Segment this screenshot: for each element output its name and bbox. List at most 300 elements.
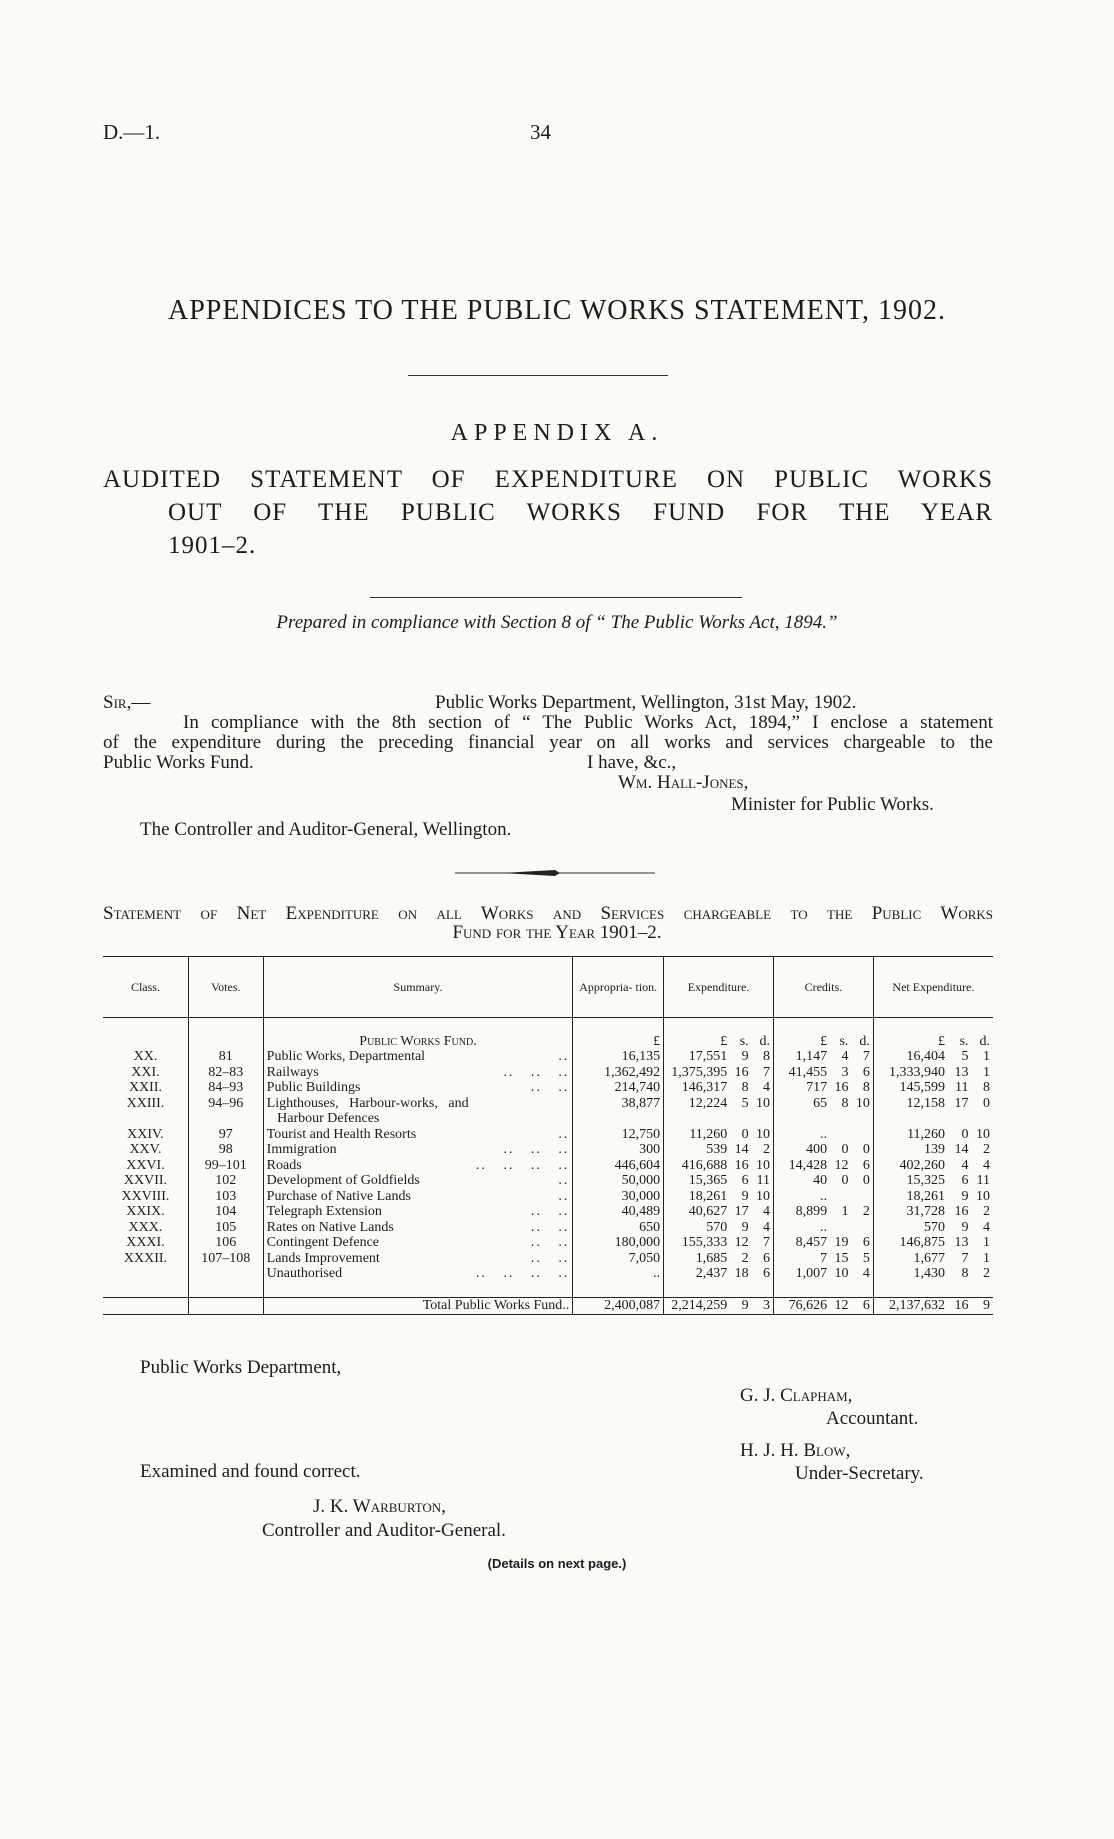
cell-summary bbox=[263, 1251, 573, 1267]
total-appr: 2,400,087 bbox=[573, 1298, 664, 1315]
leader-dots: .. .. .. .. bbox=[475, 1157, 570, 1173]
cell-net-l bbox=[873, 1111, 948, 1127]
unit-pence: d. bbox=[979, 1033, 990, 1049]
cell-votes: 94–96 bbox=[188, 1096, 263, 1112]
under-secretary-name: H. J. H. Blow, bbox=[740, 1440, 851, 1461]
cell-summary bbox=[263, 1189, 573, 1205]
cell-cr-d bbox=[851, 1111, 873, 1127]
cell-exp-d: 4 bbox=[763, 1219, 771, 1235]
cell-exp-s: 9 bbox=[741, 1219, 749, 1235]
cell-net-d: 1 bbox=[983, 1235, 990, 1251]
cell-net-l: 16,404 bbox=[873, 1049, 948, 1065]
header-expenditure: Expenditure. bbox=[664, 957, 774, 1018]
cell-exp-d: 11 bbox=[756, 1173, 771, 1189]
under-secretary-title: Under-Secretary. bbox=[795, 1463, 924, 1484]
cell-cls: XXXI. bbox=[126, 1235, 165, 1251]
table-row bbox=[103, 1111, 993, 1127]
cell-net-d: 8 bbox=[983, 1080, 990, 1096]
ornament-icon bbox=[455, 867, 655, 879]
cell-net-s: 4 bbox=[961, 1157, 969, 1173]
table-row bbox=[103, 1189, 993, 1205]
cell-exp-s: 8 bbox=[741, 1080, 749, 1096]
cell-net-d: 2 bbox=[983, 1204, 990, 1220]
cell-votes: 98 bbox=[188, 1142, 263, 1158]
header-votes: Votes. bbox=[188, 957, 263, 1018]
summary-text: Unauthorised bbox=[266, 1266, 343, 1282]
cell-cls: XXII. bbox=[128, 1080, 162, 1096]
total-cr-l: 76,626 bbox=[774, 1298, 831, 1315]
table-row bbox=[103, 1220, 993, 1236]
unit-shilling: s. bbox=[959, 1033, 969, 1049]
cell-exp-l: 155,333 bbox=[664, 1235, 731, 1251]
cell-cr-s: 19 bbox=[834, 1235, 849, 1251]
cell-cr-d: 6 bbox=[862, 1064, 870, 1080]
cell-cr-l: 1,147 bbox=[774, 1049, 831, 1065]
cell-cls bbox=[103, 1111, 188, 1127]
cell-net-l: 18,261 bbox=[873, 1189, 948, 1205]
cell-net-d: 4 bbox=[983, 1219, 990, 1235]
section-title: Public Works Fund. bbox=[263, 1034, 573, 1050]
cell-cr-d: 0 bbox=[862, 1142, 870, 1158]
table-caption-line-2: Fund for the Year 1901–2. bbox=[452, 922, 662, 943]
cell-appr: 16,135 bbox=[573, 1049, 664, 1065]
cell-exp-d: 7 bbox=[763, 1235, 771, 1251]
total-exp-s: 9 bbox=[730, 1298, 751, 1315]
table-row bbox=[103, 1204, 993, 1220]
table-row bbox=[103, 1080, 993, 1096]
cell-net-s: 14 bbox=[954, 1142, 969, 1158]
statement-title-line-2: OUT OF THE PUBLIC WORKS FUND FOR THE YEAR bbox=[168, 499, 993, 526]
cell-cr-l: 8,899 bbox=[774, 1204, 831, 1220]
cell-exp-s: 9 bbox=[741, 1049, 749, 1065]
cell-votes: 99–101 bbox=[188, 1158, 263, 1174]
letter-body-3: Public Works Fund. bbox=[103, 752, 254, 773]
cell-net-l: 139 bbox=[873, 1142, 948, 1158]
cell-net-s: 9 bbox=[961, 1188, 969, 1204]
document-reference: D.—1. bbox=[103, 120, 161, 144]
cell-votes: 97 bbox=[188, 1127, 263, 1143]
units-row bbox=[103, 1034, 993, 1050]
cell-net-s: 11 bbox=[955, 1080, 969, 1096]
cell-cr-l: 41,455 bbox=[774, 1065, 831, 1081]
cell-net-l: 15,325 bbox=[873, 1173, 948, 1189]
signature-department: Public Works Department, bbox=[140, 1357, 342, 1378]
cell-cr-s: 8 bbox=[841, 1095, 849, 1111]
cell-cls: XXVII. bbox=[123, 1173, 168, 1189]
cell-exp-l: 416,688 bbox=[664, 1158, 731, 1174]
cell-cls: XXIII. bbox=[126, 1095, 165, 1111]
cell-net-l: 146,875 bbox=[873, 1235, 948, 1251]
cell-appr: 300 bbox=[573, 1142, 664, 1158]
letter-place-date: Public Works Department, Wellington, 31st May, 1902. bbox=[435, 692, 857, 713]
cell-cr-l: .. bbox=[774, 1220, 831, 1236]
cell-cr-d bbox=[851, 1220, 873, 1236]
unit-shilling: s. bbox=[839, 1033, 849, 1049]
cell-votes: 81 bbox=[188, 1049, 263, 1065]
cell-exp-l: 11,260 bbox=[664, 1127, 731, 1143]
cell-appr: 650 bbox=[573, 1220, 664, 1236]
examined-note: Examined and found correct. bbox=[140, 1461, 361, 1482]
header-appropriation: Appropria- tion. bbox=[573, 957, 664, 1018]
cell-cr-l: 65 bbox=[774, 1096, 831, 1112]
cell-cr-l: 717 bbox=[774, 1080, 831, 1096]
cell-cr-l bbox=[774, 1111, 831, 1127]
cell-cls: XXVI. bbox=[126, 1157, 165, 1173]
cell-cr-l: .. bbox=[774, 1189, 831, 1205]
cell-empty bbox=[103, 1298, 188, 1315]
cell-cr-d bbox=[851, 1189, 873, 1205]
table-caption-line-1: Statement of Net Expenditure on all Works and Services chargeable to the Public Works bbox=[103, 903, 993, 924]
cell-net-l: 402,260 bbox=[873, 1158, 948, 1174]
cell-exp-l: 539 bbox=[664, 1142, 731, 1158]
table-row bbox=[103, 1065, 993, 1081]
cell-votes: 104 bbox=[188, 1204, 263, 1220]
cell-summary bbox=[263, 1142, 573, 1158]
cell-appr: 1,362,492 bbox=[573, 1065, 664, 1081]
cell-cr-d: 10 bbox=[855, 1095, 870, 1111]
cell-appr: 50,000 bbox=[573, 1173, 664, 1189]
divider bbox=[370, 597, 742, 598]
accountant-name: G. J. Clapham, bbox=[740, 1385, 853, 1406]
cell-cls: XXI. bbox=[131, 1064, 160, 1080]
cell-exp-d: 4 bbox=[763, 1204, 771, 1220]
cell-appr: 180,000 bbox=[573, 1235, 664, 1251]
cell-votes bbox=[188, 1111, 263, 1127]
statement-title-line-1: AUDITED STATEMENT OF EXPENDITURE ON PUBLIC WORKS bbox=[103, 466, 993, 493]
cell-summary bbox=[263, 1127, 573, 1143]
cell-cr-s: 0 bbox=[841, 1173, 849, 1189]
summary-text: Rates on Native Lands bbox=[266, 1219, 394, 1235]
cell-exp-d: 6 bbox=[763, 1266, 771, 1282]
leader-dots: .. .. bbox=[530, 1250, 570, 1266]
cell-net-d: 4 bbox=[983, 1157, 990, 1173]
cell-summary bbox=[263, 1158, 573, 1174]
cell-summary bbox=[263, 1266, 573, 1282]
cell-appr: 446,604 bbox=[573, 1158, 664, 1174]
cell-cr-d: 6 bbox=[862, 1157, 870, 1173]
letter-signer: Wm. Hall-Jones, bbox=[618, 772, 749, 793]
cell-summary bbox=[263, 1065, 573, 1081]
unit-pound: £ bbox=[573, 1034, 664, 1050]
summary-text: Contingent Defence bbox=[266, 1235, 380, 1251]
cell-cr-l: 40 bbox=[774, 1173, 831, 1189]
table-row bbox=[103, 1266, 993, 1282]
letter-closing: I have, &c., bbox=[587, 752, 677, 773]
summary-text: Development of Goldfields bbox=[266, 1173, 420, 1189]
prepared-note: Prepared in compliance with Section 8 of “ The Public Works Act, 1894.” bbox=[276, 612, 838, 633]
summary-text: Purchase of Native Lands bbox=[266, 1188, 411, 1204]
cell-cls: XXIV. bbox=[127, 1126, 164, 1142]
divider bbox=[408, 375, 668, 376]
cell-net-s: 13 bbox=[954, 1235, 969, 1251]
total-net-l: 2,137,632 bbox=[873, 1298, 948, 1315]
cell-cls: XXIX. bbox=[126, 1204, 165, 1220]
total-cr-s: 12 bbox=[830, 1298, 851, 1315]
cell-net-l: 12,158 bbox=[873, 1096, 948, 1112]
cell-exp-l: 1,375,395 bbox=[664, 1065, 731, 1081]
header-credits: Credits. bbox=[774, 957, 874, 1018]
unit-pence: d. bbox=[859, 1033, 870, 1049]
letter-body-2: of the expenditure during the preceding financial year on all works and services chargeable to the bbox=[103, 732, 993, 753]
leader-dots: .. .. bbox=[530, 1235, 570, 1251]
cell-exp-s: 0 bbox=[741, 1126, 749, 1142]
cell-cr-d: 0 bbox=[862, 1173, 870, 1189]
cell-exp-d: 10 bbox=[756, 1126, 771, 1142]
letter-salutation: Sir,— bbox=[103, 692, 151, 713]
cell-votes: 105 bbox=[188, 1220, 263, 1236]
letter-body-1: In compliance with the 8th section of “ The Public Works Act, 1894,” I enclose a statement bbox=[183, 712, 993, 733]
leader-dots: .. bbox=[562, 1298, 570, 1314]
cell-exp-s: 17 bbox=[734, 1204, 749, 1220]
cell-cr-s bbox=[830, 1127, 851, 1143]
leader-dots: .. bbox=[558, 1173, 570, 1189]
summary-text: Harbour Defences bbox=[266, 1111, 380, 1127]
cell-cr-s bbox=[830, 1189, 851, 1205]
cell-exp-s: 5 bbox=[741, 1095, 749, 1111]
cell-net-s: 13 bbox=[954, 1064, 969, 1080]
leader-dots: .. .. .. .. bbox=[475, 1266, 570, 1282]
cell-cr-d: 4 bbox=[862, 1266, 870, 1282]
cell-net-l: 1,430 bbox=[873, 1266, 948, 1282]
table-row bbox=[103, 1142, 993, 1158]
cell-votes: 107–108 bbox=[188, 1251, 263, 1267]
summary-text: Lands Improvement bbox=[266, 1250, 380, 1266]
cell-votes bbox=[188, 1266, 263, 1282]
cell-net-s: 0 bbox=[961, 1126, 969, 1142]
details-footnote: (Details on next page.) bbox=[487, 1556, 627, 1571]
cell-cr-d bbox=[851, 1127, 873, 1143]
leader-dots: .. bbox=[558, 1049, 570, 1065]
cell-net-s: 5 bbox=[961, 1049, 969, 1065]
cell-summary bbox=[263, 1173, 573, 1189]
cell-exp-d bbox=[752, 1111, 774, 1127]
cell-cr-d: 8 bbox=[862, 1080, 870, 1096]
cell-exp-d: 4 bbox=[763, 1080, 771, 1096]
cell-cr-s: 16 bbox=[834, 1080, 849, 1096]
cell-exp-s: 12 bbox=[734, 1235, 749, 1251]
table-row bbox=[103, 1049, 993, 1065]
cell-exp-l: 2,437 bbox=[664, 1266, 731, 1282]
cell-net-d: 1 bbox=[983, 1049, 990, 1065]
cell-cls: XXX. bbox=[128, 1219, 163, 1235]
cell-net-d: 10 bbox=[976, 1126, 990, 1142]
cell-net-s: 7 bbox=[961, 1250, 969, 1266]
cell-summary bbox=[263, 1111, 573, 1127]
cell-exp-s: 9 bbox=[741, 1188, 749, 1204]
cell-exp-d: 10 bbox=[756, 1157, 771, 1173]
cell-net-d: 2 bbox=[983, 1266, 990, 1282]
cell-cr-d: 2 bbox=[862, 1204, 870, 1220]
leader-dots: .. .. .. bbox=[503, 1142, 570, 1158]
cell-exp-d: 10 bbox=[756, 1095, 771, 1111]
table-row bbox=[103, 1158, 993, 1174]
cell-summary bbox=[263, 1080, 573, 1096]
total-exp-d: 3 bbox=[752, 1298, 774, 1315]
cell-exp-s: 14 bbox=[734, 1142, 749, 1158]
total-label-text: Total Public Works Fund bbox=[422, 1298, 563, 1314]
cell-exp-s bbox=[730, 1111, 751, 1127]
cell-net-l: 31,728 bbox=[873, 1204, 948, 1220]
cell-appr: 12,750 bbox=[573, 1127, 664, 1143]
cell-cr-d: 5 bbox=[862, 1250, 870, 1266]
cell-exp-l: 18,261 bbox=[664, 1189, 731, 1205]
cell-net-d: 0 bbox=[983, 1095, 990, 1111]
cell-cls: XX. bbox=[133, 1049, 158, 1065]
cell-votes: 84–93 bbox=[188, 1080, 263, 1096]
cell-appr: .. bbox=[573, 1266, 664, 1282]
cell-summary bbox=[263, 1049, 573, 1065]
unit-pound: £ bbox=[873, 1034, 948, 1050]
accountant-title: Accountant. bbox=[826, 1408, 919, 1429]
cell-appr: 7,050 bbox=[573, 1251, 664, 1267]
cell-exp-l: 12,224 bbox=[664, 1096, 731, 1112]
cell-net-d: 1 bbox=[983, 1064, 990, 1080]
cell-appr bbox=[573, 1111, 664, 1127]
cell-summary bbox=[263, 1096, 573, 1112]
auditor-name: J. K. Warburton, bbox=[313, 1496, 446, 1517]
cell-exp-d: 8 bbox=[763, 1049, 771, 1065]
cell-cr-s: 0 bbox=[841, 1142, 849, 1158]
total-net-d: 9 bbox=[972, 1298, 993, 1315]
unit-shilling: s. bbox=[739, 1033, 749, 1049]
statement-title-line-3: 1901–2. bbox=[168, 532, 257, 559]
cell-net-s: 16 bbox=[954, 1204, 969, 1220]
cell-summary bbox=[263, 1235, 573, 1251]
header-summary: Summary. bbox=[263, 957, 573, 1018]
cell-cr-s: 1 bbox=[841, 1204, 849, 1220]
table-row bbox=[103, 1173, 993, 1189]
cell-cr-l: 400 bbox=[774, 1142, 831, 1158]
cell-net-s: 17 bbox=[954, 1095, 969, 1111]
cell-net-d: 10 bbox=[976, 1188, 990, 1204]
summary-text: Public Buildings bbox=[266, 1080, 361, 1096]
cell-exp-l: 40,627 bbox=[664, 1204, 731, 1220]
cell-net-d: 1 bbox=[983, 1250, 990, 1266]
cell-exp-l: 146,317 bbox=[664, 1080, 731, 1096]
cell-votes: 82–83 bbox=[188, 1065, 263, 1081]
cell-net-l: 11,260 bbox=[873, 1127, 948, 1143]
unit-pence: d. bbox=[759, 1033, 771, 1049]
total-label bbox=[263, 1298, 573, 1315]
table-header-row bbox=[103, 957, 993, 1018]
total-cr-d: 6 bbox=[851, 1298, 873, 1315]
leader-dots: .. bbox=[558, 1188, 570, 1204]
letter-addressee: The Controller and Auditor-General, Wellington. bbox=[140, 819, 512, 840]
header-class: Class. bbox=[103, 957, 188, 1018]
cell-votes: 103 bbox=[188, 1189, 263, 1205]
cell-cr-d: 6 bbox=[862, 1235, 870, 1251]
cell-net-l: 1,677 bbox=[873, 1251, 948, 1267]
cell-cls: XXVIII. bbox=[121, 1188, 170, 1204]
cell-cr-s: 10 bbox=[834, 1266, 849, 1282]
cell-net-s: 9 bbox=[961, 1219, 969, 1235]
ornament-divider bbox=[455, 866, 655, 878]
cell-appr: 40,489 bbox=[573, 1204, 664, 1220]
appendix-heading: APPENDIX A. bbox=[450, 420, 664, 446]
letter-signer-title: Minister for Public Works. bbox=[731, 794, 934, 815]
cell-cls bbox=[103, 1266, 188, 1282]
cell-net-l: 570 bbox=[873, 1220, 948, 1236]
cell-exp-s: 6 bbox=[741, 1173, 749, 1189]
cell-cls: XXV. bbox=[129, 1142, 162, 1158]
cell-cr-l: 1,007 bbox=[774, 1266, 831, 1282]
cell-net-d bbox=[972, 1111, 993, 1127]
cell-exp-l: 1,685 bbox=[664, 1251, 731, 1267]
table-row bbox=[103, 1235, 993, 1251]
summary-text: Telegraph Extension bbox=[266, 1204, 382, 1220]
cell-exp-d: 6 bbox=[763, 1250, 771, 1266]
cell-net-d: 11 bbox=[976, 1173, 990, 1189]
cell-exp-d: 7 bbox=[763, 1064, 771, 1080]
cell-appr: 38,877 bbox=[573, 1096, 664, 1112]
cell-empty bbox=[188, 1298, 263, 1315]
table-row bbox=[103, 1251, 993, 1267]
cell-exp-s: 2 bbox=[741, 1250, 749, 1266]
leader-dots: .. .. bbox=[530, 1204, 570, 1220]
cell-exp-d: 2 bbox=[763, 1142, 771, 1158]
cell-cr-d: 7 bbox=[862, 1049, 870, 1065]
summary-text: Public Works, Departmental bbox=[266, 1049, 426, 1065]
cell-exp-s: 16 bbox=[734, 1064, 749, 1080]
summary-text: Lighthouses, Harbour-works, and bbox=[266, 1095, 469, 1111]
cell-votes: 106 bbox=[188, 1235, 263, 1251]
cell-exp-l bbox=[664, 1111, 731, 1127]
cell-cr-s: 15 bbox=[834, 1250, 849, 1266]
total-exp-l: 2,214,259 bbox=[664, 1298, 731, 1315]
leader-dots: .. .. bbox=[530, 1080, 570, 1096]
header-net-expenditure: Net Expenditure. bbox=[873, 957, 993, 1018]
cell-cr-s: 4 bbox=[841, 1049, 849, 1065]
leader-dots: .. .. bbox=[530, 1219, 570, 1235]
cell-exp-l: 17,551 bbox=[664, 1049, 731, 1065]
cell-cr-s: 12 bbox=[834, 1157, 849, 1173]
cell-net-l: 145,599 bbox=[873, 1080, 948, 1096]
cell-cr-l: 14,428 bbox=[774, 1158, 831, 1174]
summary-text: Railways bbox=[266, 1064, 319, 1080]
table-row bbox=[103, 1127, 993, 1143]
leader-dots: .. .. .. bbox=[503, 1064, 570, 1080]
cell-cls: XXXII. bbox=[123, 1250, 168, 1266]
total-net-s: 16 bbox=[948, 1298, 971, 1315]
cell-votes: 102 bbox=[188, 1173, 263, 1189]
table-row bbox=[103, 1096, 993, 1112]
cell-appr: 30,000 bbox=[573, 1189, 664, 1205]
summary-text: Immigration bbox=[266, 1142, 337, 1158]
cell-cr-l: 8,457 bbox=[774, 1235, 831, 1251]
cell-cr-l: .. bbox=[774, 1127, 831, 1143]
expenditure-table bbox=[103, 956, 993, 1315]
cell-appr: 214,740 bbox=[573, 1080, 664, 1096]
cell-net-s: 6 bbox=[961, 1173, 969, 1189]
cell-cr-s bbox=[830, 1111, 851, 1127]
cell-cr-l: 7 bbox=[774, 1251, 831, 1267]
main-title: APPENDICES TO THE PUBLIC WORKS STATEMENT, 1902. bbox=[167, 295, 946, 326]
cell-cr-s bbox=[830, 1220, 851, 1236]
cell-net-l: 1,333,940 bbox=[873, 1065, 948, 1081]
unit-pound: £ bbox=[664, 1034, 731, 1050]
cell-net-s: 8 bbox=[961, 1266, 969, 1282]
page-number: 34 bbox=[530, 120, 551, 144]
summary-text: Tourist and Health Resorts bbox=[266, 1126, 417, 1142]
auditor-title: Controller and Auditor-General. bbox=[262, 1520, 506, 1541]
cell-exp-s: 16 bbox=[734, 1157, 749, 1173]
cell-summary bbox=[263, 1220, 573, 1236]
cell-net-d: 2 bbox=[983, 1142, 990, 1158]
cell-exp-l: 15,365 bbox=[664, 1173, 731, 1189]
cell-net-s bbox=[948, 1111, 971, 1127]
cell-exp-s: 18 bbox=[734, 1266, 749, 1282]
cell-summary bbox=[263, 1204, 573, 1220]
